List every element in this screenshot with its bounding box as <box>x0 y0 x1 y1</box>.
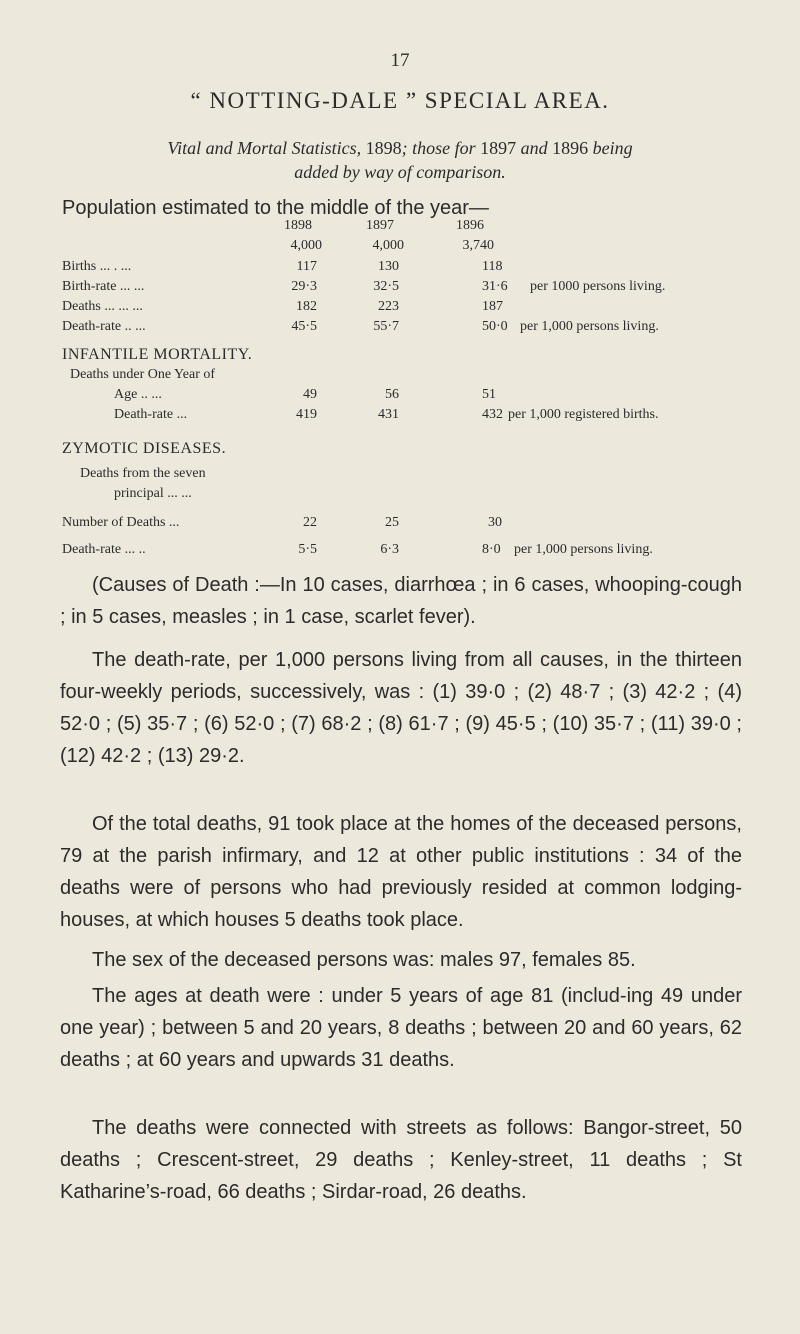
row-note: per 1,000 persons living. <box>520 319 659 334</box>
section-heading: ZYMOTIC DISEASES. <box>62 440 227 457</box>
row-label: Deaths from the seven <box>80 466 206 481</box>
subtitle-part: Vital and Mortal Statistics, <box>167 138 362 158</box>
year-header: 1896 <box>456 218 484 233</box>
row-label: Death-rate .. ... <box>62 319 146 334</box>
row-label: Birth-rate ... ... <box>62 279 145 294</box>
table-cell: 56 <box>385 387 399 402</box>
paragraph-sex: The sex of the deceased persons was: males 97, females 85. <box>92 949 636 971</box>
population-value: 4,000 <box>290 238 322 253</box>
year-header: 1897 <box>366 218 394 233</box>
row-label: principal ... ... <box>114 486 192 501</box>
table-cell: 5·5 <box>298 542 317 557</box>
row-note: per 1,000 registered births. <box>508 407 659 422</box>
table-cell: 223 <box>378 299 399 314</box>
table-cell: 32·5 <box>373 279 399 294</box>
row-label: Deaths under One Year of <box>70 367 216 382</box>
row-label: Births ... . ... <box>62 259 132 274</box>
row-label: Death-rate ... <box>114 407 188 422</box>
table-cell: 45·5 <box>291 319 317 334</box>
population-value: 3,740 <box>462 238 494 253</box>
table-cell: 22 <box>303 515 317 530</box>
page-number: 17 <box>390 50 410 71</box>
population-heading: Population estimated to the middle of the year— <box>62 197 489 219</box>
section-heading: INFANTILE MORTALITY. <box>62 346 253 363</box>
table-cell: 30 <box>488 515 502 530</box>
subtitle-year: 1897 <box>480 138 517 158</box>
table-cell: 118 <box>482 259 503 274</box>
table-cell: 55·7 <box>373 319 399 334</box>
subtitle-year: 1896 <box>552 138 589 158</box>
table-cell: 8·0 <box>482 542 501 557</box>
table-cell: 187 <box>482 299 503 314</box>
table-cell: 51 <box>482 387 496 402</box>
year-header: 1898 <box>284 218 312 233</box>
row-label: Death-rate ... .. <box>62 542 146 557</box>
table-cell: 50·0 <box>482 319 508 334</box>
subtitle-line2: added by way of comparison. <box>294 162 506 182</box>
table-cell: 432 <box>482 407 503 422</box>
table-cell: 6·3 <box>380 542 399 557</box>
row-note: per 1,000 persons living. <box>514 542 653 557</box>
subtitle-part: and <box>516 138 553 158</box>
subtitle-year: 1898 <box>361 138 402 158</box>
page-title: “ NOTTING-DALE ” SPECIAL AREA. <box>190 88 610 113</box>
subtitle <box>60 136 740 184</box>
paragraph-streets: The deaths were connected with streets as follows: Bangor-street, 50 deaths ; Crescent-street, 29 deaths ; Kenley-street, 11 deaths ; St Katharine’s-road, 66 deaths ; Sirdar-road, 26 deaths. <box>60 1117 742 1203</box>
subtitle-part: being <box>588 138 633 158</box>
paragraph-death-rate: The death-rate, per 1,000 persons living from all causes, in the thirteen four-weekly periods, successively, was : (1) 39·0 ; (2) 48·7 ; (3) 42·2 ; (4) 52·0 ; (5) 35·7 ; (6) 52·0 ; (7) 68·2 ; (8) 61·7 ; (9) 45·5 ; (10) 35·7 ; (11) 39·0 ; (12) 42·2 ; (13) 29·2. <box>60 649 742 767</box>
table-cell: 130 <box>378 259 399 274</box>
row-note: per 1000 persons living. <box>530 279 666 294</box>
row-label: Deaths ... ... ... <box>62 299 143 314</box>
subtitle-part: ; those for <box>401 138 481 158</box>
paragraph-ages: The ages at death were : under 5 years of age 81 (includ-ing 49 under one year) ; between 5 and 20 years, 8 deaths ; between 20 and 60 years, 62 deaths ; at 60 years and upwards 31 deaths. <box>60 985 742 1071</box>
table-cell: 31·6 <box>482 279 508 294</box>
paragraph-places: Of the total deaths, 91 took place at the homes of the deceased persons, 79 at the parish infirmary, and 12 at other public institutions : 34 of the deaths were of persons who had previously resided at common lodging-houses, at which houses 5 deaths took place. <box>60 813 742 931</box>
table-cell: 431 <box>378 407 399 422</box>
table-cell: 117 <box>296 259 317 274</box>
table-cell: 29·3 <box>291 279 317 294</box>
row-label: Number of Deaths ... <box>62 515 180 530</box>
table-cell: 25 <box>385 515 399 530</box>
table-cell: 182 <box>296 299 317 314</box>
table-cell: 419 <box>296 407 317 422</box>
paragraph-causes: (Causes of Death :—In 10 cases, diarrhœa ; in 6 cases, whooping-cough ; in 5 cases, measles ; in 1 case, scarlet fever). <box>60 574 742 628</box>
row-label: Age .. ... <box>114 387 162 402</box>
table-cell: 49 <box>303 387 317 402</box>
population-value: 4,000 <box>372 238 404 253</box>
